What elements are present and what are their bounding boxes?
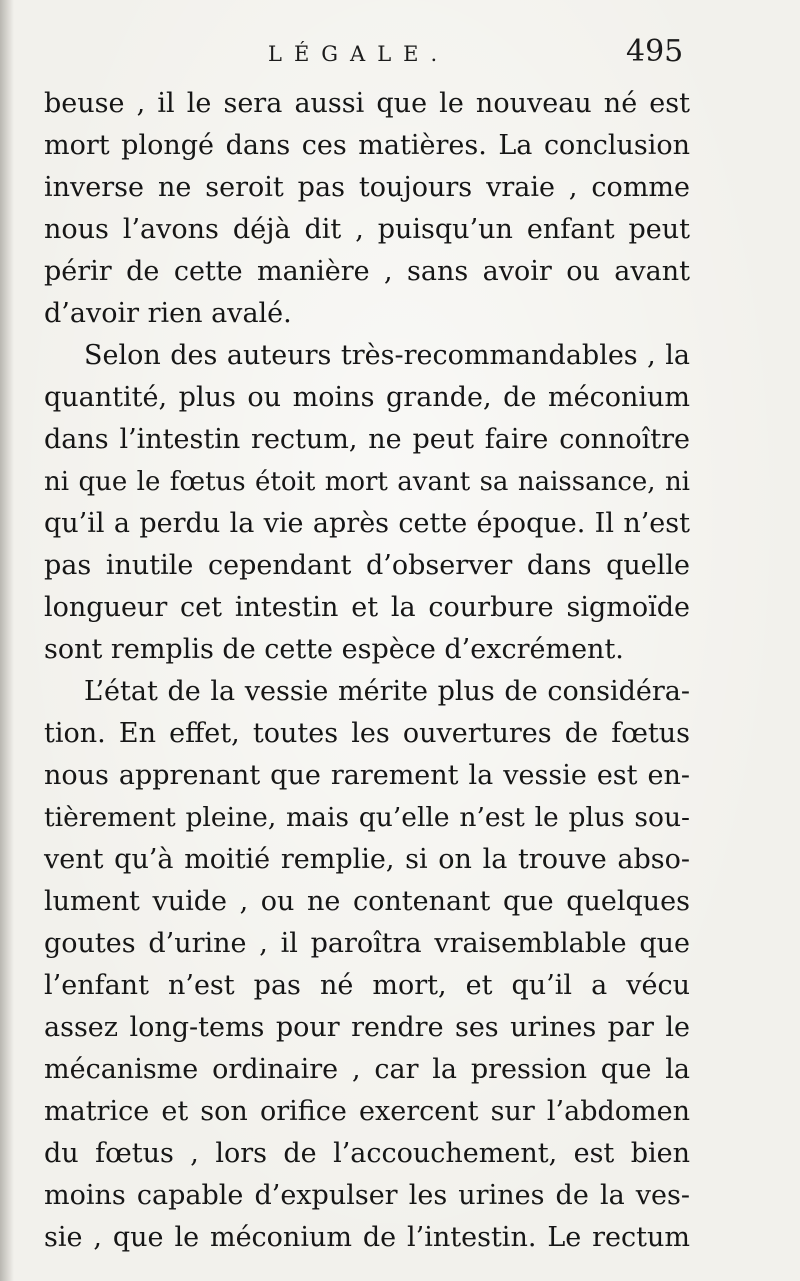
text-line: beuse , il le sera aussi que le nouveau né est [44,88,690,119]
text-line: périr de cette manière , sans avoir ou avant [44,256,690,287]
text-line: nous l’avons déjà dit , puisqu’un enfant peut [44,214,690,245]
running-head [0,34,800,78]
text-line: l’enfant n’est pas né mort, et qu’il a vécu [44,970,690,1001]
text-line: inverse ne seroit pas toujours vraie , comme [44,172,690,203]
text-line: Selon des auteurs très-recommandables , la [84,340,690,371]
text-line: qu’il a perdu la vie après cette époque. Il n’est [44,508,690,539]
text-line: assez long-tems pour rendre ses urines par le [44,1012,690,1043]
text-line: du fœtus , lors de l’accouchement, est bien [44,1138,690,1169]
text-line: quantité, plus ou moins grande, de méconium [44,382,690,413]
running-title: LÉGALE. [268,42,450,66]
text-line: L’état de la vessie mérite plus de considéra- [84,676,690,707]
text-line: d’avoir rien avalé. [44,298,292,329]
text-line: dans l’intestin rectum, ne peut faire connoître [44,424,690,455]
text-line: tion. En effet, toutes les ouvertures de fœtus [44,718,690,749]
text-line: matrice et son orifice exercent sur l’abdomen [44,1096,690,1127]
text-line: sie , que le méconium de l’intestin. Le rectum [44,1222,690,1253]
page-gutter-shadow [0,0,14,1281]
text-line: mécanisme ordinaire , car la pression que la [44,1054,690,1085]
text-line: longueur cet intestin et la courbure sigmoïde [44,592,690,623]
text-line: lument vuide , ou ne contenant que quelques [44,886,690,917]
text-line: mort plongé dans ces matières. La conclusion [44,130,690,161]
text-line: nous apprenant que rarement la vessie est en- [44,760,690,791]
text-line: ni que le fœtus étoit mort avant sa naissance, ni [44,467,690,497]
text-line: goutes d’urine , il paroîtra vraisemblable que [44,928,690,959]
text-line: pas inutile cependant d’observer dans quelle [44,550,690,581]
text-line: moins capable d’expulser les urines de la ves- [44,1180,690,1211]
text-line: sont remplis de cette espèce d’excrément. [44,634,624,665]
text-line: vent qu’à moitié remplie, si on la trouve abso- [44,844,690,875]
page-number: 495 [626,34,684,69]
text-line: tièrement pleine, mais qu’elle n’est le plus sou- [44,802,690,833]
